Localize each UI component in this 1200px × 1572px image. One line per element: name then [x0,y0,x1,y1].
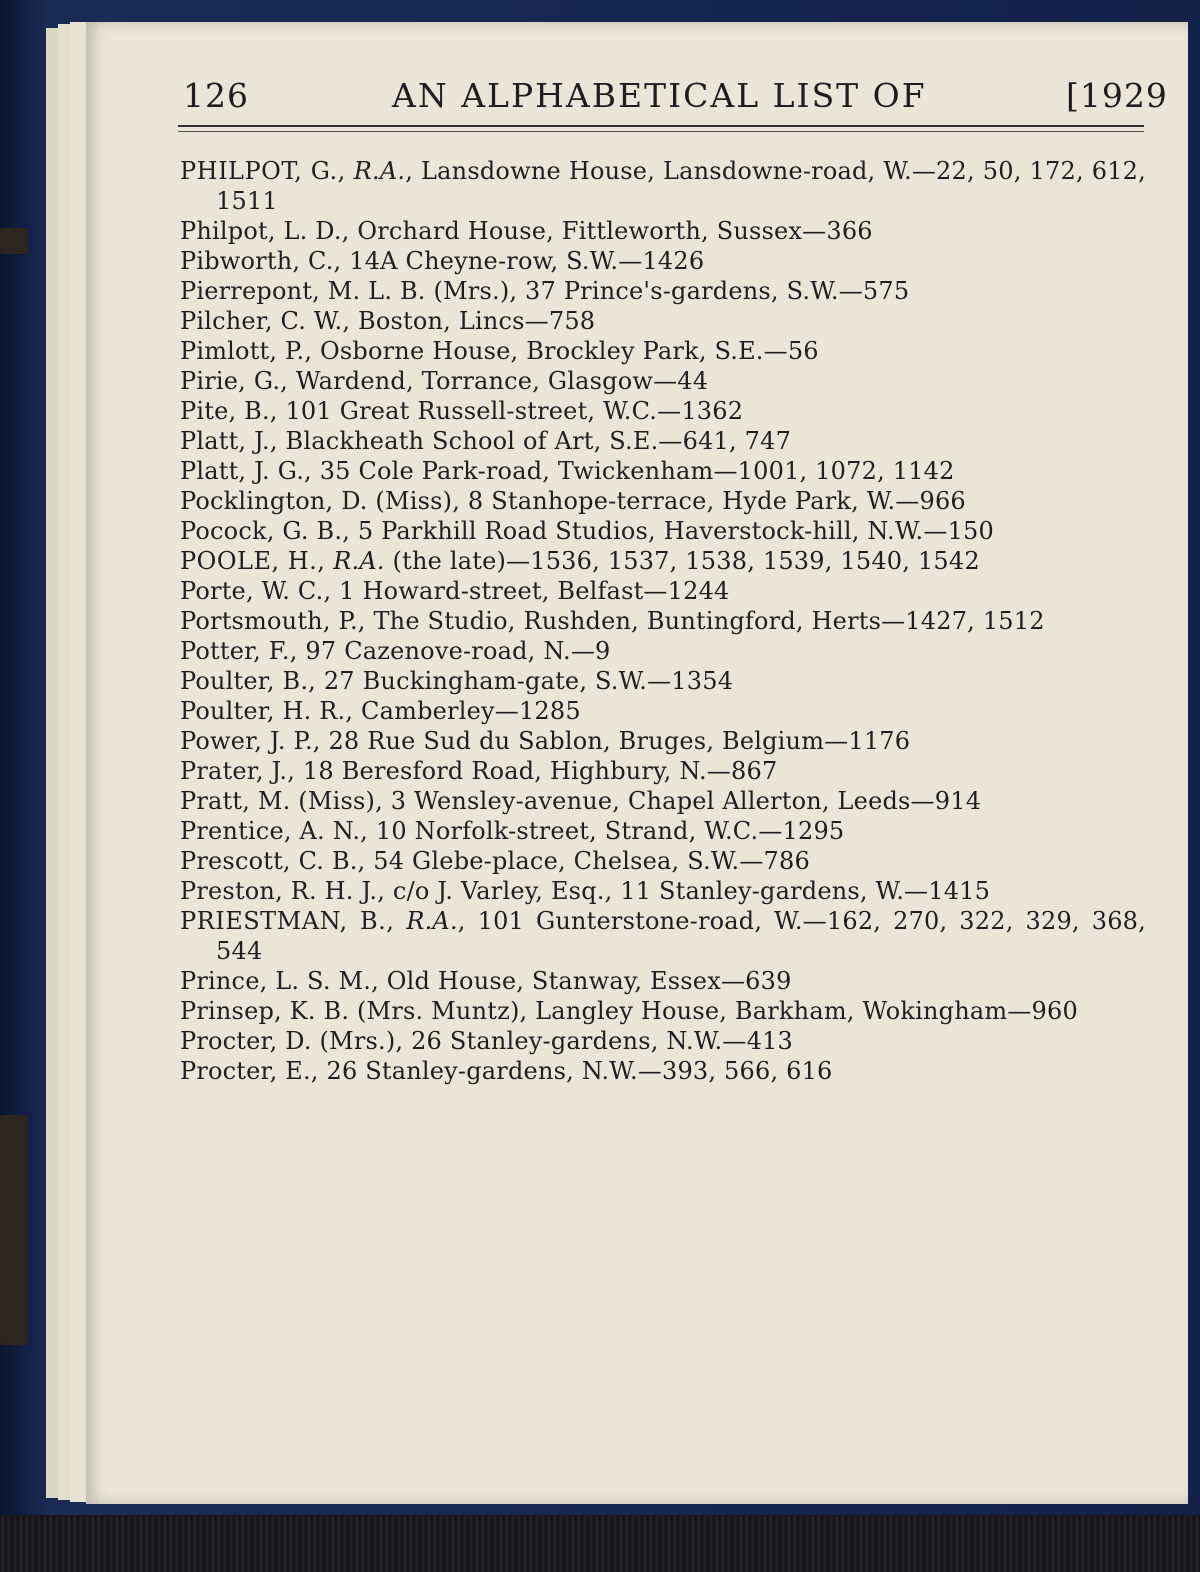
entry-details: Osborne House, Brockley Park, S.E.—56 [312,337,819,365]
entry-details: 10 Norfolk-street, Strand, W.C.—1295 [368,817,845,845]
list-item [180,606,1146,636]
entry-name: Procter, D. (Mrs.), [180,1027,404,1055]
entry-details: 28 Rue Sud du Sablon, Bruges, Belgium—1176 [320,727,911,755]
entry-details: 97 Cazenove-road, N.—9 [297,637,611,665]
entry-title: R.A. [333,547,385,575]
list-item [180,696,1146,726]
entry-name: Pocock, G. B., [180,517,351,545]
entry-details: 101 Great Russell-street, W.C.—1362 [277,397,744,425]
entry-name: Prescott, C. B., [180,847,366,875]
list-item [180,816,1146,846]
book-page [86,22,1188,1504]
list-item [180,396,1146,426]
entry-details: 5 Parkhill Road Studios, Haverstock-hill, N.W.—150 [350,517,994,545]
table-surface [0,1515,1200,1572]
list-item [180,906,1146,966]
list-item [180,366,1146,396]
list-item [180,666,1146,696]
entry-name: PRIESTMAN, B., [180,907,395,935]
entry-name: Prentice, A. N., [180,817,369,845]
entry-details: 37 Prince's-gardens, S.W.—575 [517,277,910,305]
entry-details: 27 Buckingham-gate, S.W.—1354 [316,667,734,695]
entry-details: Langley House, Barkham, Wokingham—960 [527,997,1078,1025]
entry-details: , Lansdowne House, Lansdowne-road, W.—22, 50, 172, 612, 1511 [216,157,1146,215]
list-item [180,846,1146,876]
list-item [180,456,1146,486]
entry-name: Prince, L. S. M., [180,967,379,995]
entry-details: Blackheath School of Art, S.E.—641, 747 [277,427,792,455]
entry-details: , 101 Gunterstone-road, W.—162, 270, 322, 329, 368, 544 [216,907,1146,965]
entry-name: Pilcher, C. W., [180,307,351,335]
entry-name: Pibworth, C., [180,247,342,275]
entry-name: Pimlott, P., [180,337,313,365]
running-title: AN ALPHABETICAL LIST OF [392,76,927,115]
list-item [180,336,1146,366]
page-header [86,22,1188,142]
list-item [180,246,1146,276]
header-rule [178,125,1144,127]
entry-name: Pocklington, D. (Miss), [180,487,461,515]
entry-name: Philpot, L. D., [180,217,350,245]
list-item [180,1026,1146,1056]
entry-title: R.A. [353,157,406,185]
entry-name: Platt, J. G., [180,457,312,485]
list-item [180,276,1146,306]
list-item [180,156,1146,216]
list-item [180,1056,1146,1086]
entry-title: R.A. [406,907,458,935]
entry-name: Portsmouth, P., [180,607,366,635]
page-number: 126 [183,76,249,115]
entry-name: Pite, B., [180,397,278,425]
entry-details: 26 Stanley-gardens, N.W.—393, 566, 616 [318,1057,833,1085]
binding-strap [0,228,28,254]
entry-name: Pierrepont, M. L. B. (Mrs.), [180,277,518,305]
list-item [180,756,1146,786]
entry-name: Preston, R. H. J., [180,877,386,905]
list-item [180,426,1146,456]
entry-name: Power, J. P., [180,727,321,755]
entry-details: Camberley—1285 [353,697,581,725]
entry-details: 3 Wensley-avenue, Chapel Allerton, Leeds—914 [382,787,982,815]
entry-name: Poulter, B., [180,667,316,695]
entry-details: 35 Cole Park-road, Twickenham—1001, 1072, 1142 [311,457,955,485]
list-item [180,576,1146,606]
entry-details: Wardend, Torrance, Glasgow—44 [288,367,709,395]
list-item [180,876,1146,906]
entry-details: 54 Glebe-place, Chelsea, S.W.—786 [365,847,810,875]
header-rule [178,131,1144,132]
entry-details: Old House, Stanway, Essex—639 [378,967,792,995]
entry-details: Orchard House, Fittleworth, Sussex—366 [349,217,873,245]
entry-details: c/o J. Varley, Esq., 11 Stanley-gardens, W.—1415 [385,877,991,905]
list-item [180,216,1146,246]
entry-details: (the late)—1536, 1537, 1538, 1539, 1540, 1542 [384,547,980,575]
entry-name: Porte, W. C., [180,577,332,605]
list-item [180,786,1146,816]
list-item [180,516,1146,546]
entry-details: 14A Cheyne-row, S.W.—1426 [341,247,705,275]
list-item [180,306,1146,336]
entry-name: Pirie, G., [180,367,289,395]
entry-list [180,156,1146,1086]
entry-name: Poulter, H. R., [180,697,354,725]
entry-details: 18 Beresford Road, Highbury, N.—867 [295,757,778,785]
entry-name: Prater, J., [180,757,296,785]
entry-name: PHILPOT, G., [180,157,346,185]
list-item [180,996,1146,1026]
list-item [180,546,1146,576]
list-item [180,636,1146,666]
entry-details: 26 Stanley-gardens, N.W.—413 [403,1027,793,1055]
list-item [180,726,1146,756]
entry-name: Pratt, M. (Miss), [180,787,383,815]
entry-name: Procter, E., [180,1057,319,1085]
header-year: [1929 [1066,76,1168,115]
entry-details: 8 Stanhope-terrace, Hyde Park, W.—966 [460,487,966,515]
list-item [180,966,1146,996]
entry-details: Boston, Lincs—758 [350,307,596,335]
list-item [180,486,1146,516]
binding-strap [0,1115,28,1345]
entry-name: Platt, J., [180,427,278,455]
entry-name: Potter, F., [180,637,298,665]
entry-name: Prinsep, K. B. (Mrs. Muntz), [180,997,528,1025]
entry-details: The Studio, Rushden, Buntingford, Herts—1427, 1512 [365,607,1045,635]
entry-details: 1 Howard-street, Belfast—1244 [331,577,730,605]
entry-name: POOLE, H., [180,547,326,575]
